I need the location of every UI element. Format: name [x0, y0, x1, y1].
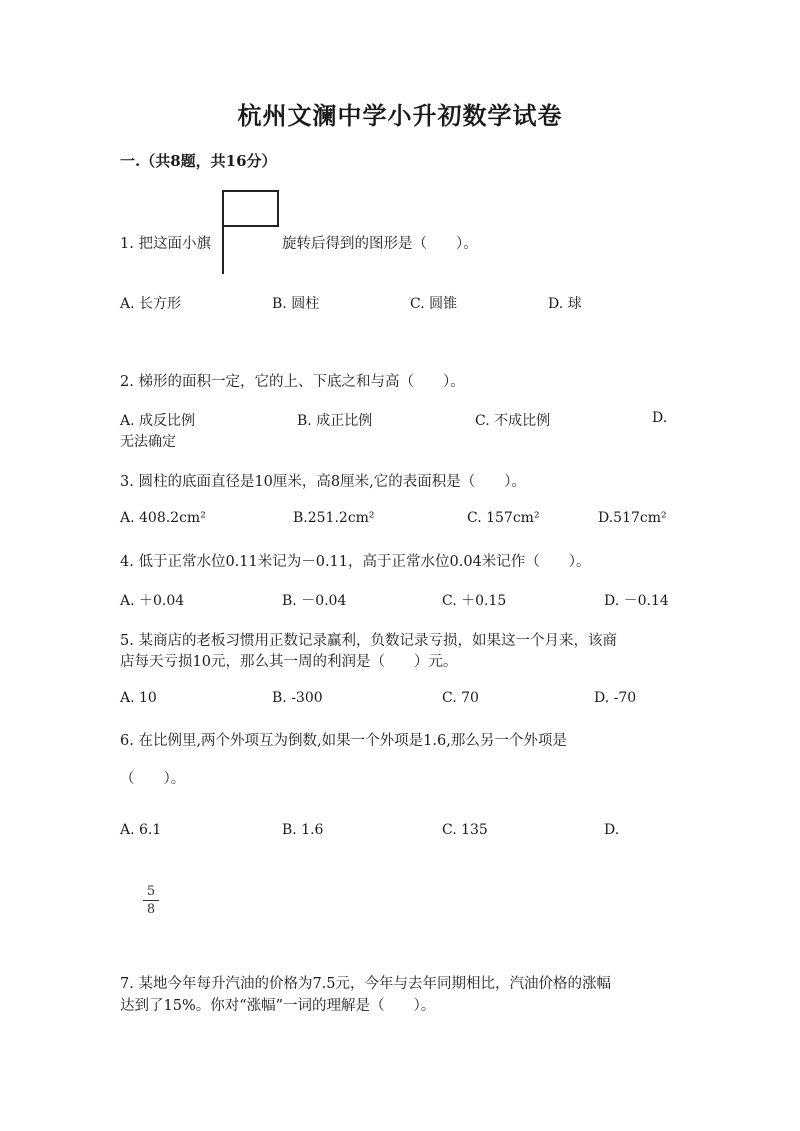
- question-7-stem-line2: 达到了15%。你对“涨幅”一词的理解是（ ）。: [120, 998, 436, 1014]
- flag-figure: [221, 190, 281, 274]
- question-3-option-b: B.251.2cm²: [293, 510, 375, 526]
- question-2-stem: 2. 梯形的面积一定，它的上、下底之和与高（ ）。: [120, 374, 465, 390]
- question-2-option-a: A. 成反比例: [120, 413, 196, 429]
- section-heading: 一.（共8题，共16分）: [120, 152, 277, 170]
- question-2-option-d-text: 无法确定: [120, 434, 176, 450]
- fraction-numerator: 5: [146, 884, 156, 899]
- question-4-option-d: D. －0.14: [604, 593, 669, 609]
- question-5-option-a: A. 10: [120, 690, 157, 706]
- question-4-option-a: A. ＋0.04: [120, 593, 185, 609]
- question-6-option-c: C. 135: [442, 822, 488, 838]
- question-3-option-c: C. 157cm²: [467, 510, 540, 526]
- question-4-option-b: B. －0.04: [282, 593, 347, 609]
- question-2-option-b: B. 成正比例: [297, 413, 373, 429]
- question-3-option-d: D.517cm²: [598, 510, 667, 526]
- question-1-stem-after: 旋转后得到的图形是（ ）。: [282, 236, 478, 252]
- question-5-option-c: C. 70: [442, 690, 479, 706]
- question-5-stem-line1: 5. 某商店的老板习惯用正数记录赢利，负数记录亏损，如果这一个月来，该商: [120, 633, 617, 649]
- question-5-option-d: D. -70: [594, 690, 637, 706]
- question-6-fraction: [143, 884, 159, 917]
- question-4-stem: 4. 低于正常水位0.11米记为－0.11，高于正常水位0.04米记作（ ）。: [120, 554, 591, 570]
- question-7-stem-line1: 7. 某地今年每升汽油的价格为7.5元，今年与去年同期相比，汽油价格的涨幅: [120, 976, 612, 992]
- question-6-option-d: D.: [604, 822, 620, 838]
- question-3-stem: 3. 圆柱的底面直径是10厘米，高8厘米,它的表面积是（ ）。: [120, 474, 526, 490]
- question-6-option-b: B. 1.6: [282, 822, 324, 838]
- fraction-denominator: 8: [146, 902, 156, 917]
- question-2-option-d: D.: [652, 410, 668, 426]
- question-6-stem-line1: 6. 在比例里,两个外项互为倒数,如果一个外项是1.6,那么另一个外项是: [120, 733, 567, 749]
- question-6-stem-line2: （ ）。: [120, 771, 186, 787]
- page-title: 杭州文澜中学小升初数学试卷: [237, 101, 563, 130]
- question-1-option-d: D. 球: [548, 296, 582, 312]
- question-1-stem-before: 1. 把这面小旗: [120, 236, 211, 252]
- question-1-option-c: C. 圆锥: [410, 296, 458, 312]
- question-6-option-a: A. 6.1: [120, 822, 162, 838]
- question-5-option-b: B. -300: [272, 690, 323, 706]
- fraction-bar: [143, 900, 159, 901]
- question-5-stem-line2: 店每天亏损10元，那么其一周的利润是（ ）元。: [120, 654, 458, 670]
- question-2-option-c: C. 不成比例: [475, 413, 551, 429]
- question-3-option-a: A. 408.2cm²: [120, 510, 206, 526]
- question-1-option-b: B. 圆柱: [272, 296, 320, 312]
- question-1-option-a: A. 长方形: [120, 296, 182, 312]
- question-4-option-c: C. ＋0.15: [442, 593, 507, 609]
